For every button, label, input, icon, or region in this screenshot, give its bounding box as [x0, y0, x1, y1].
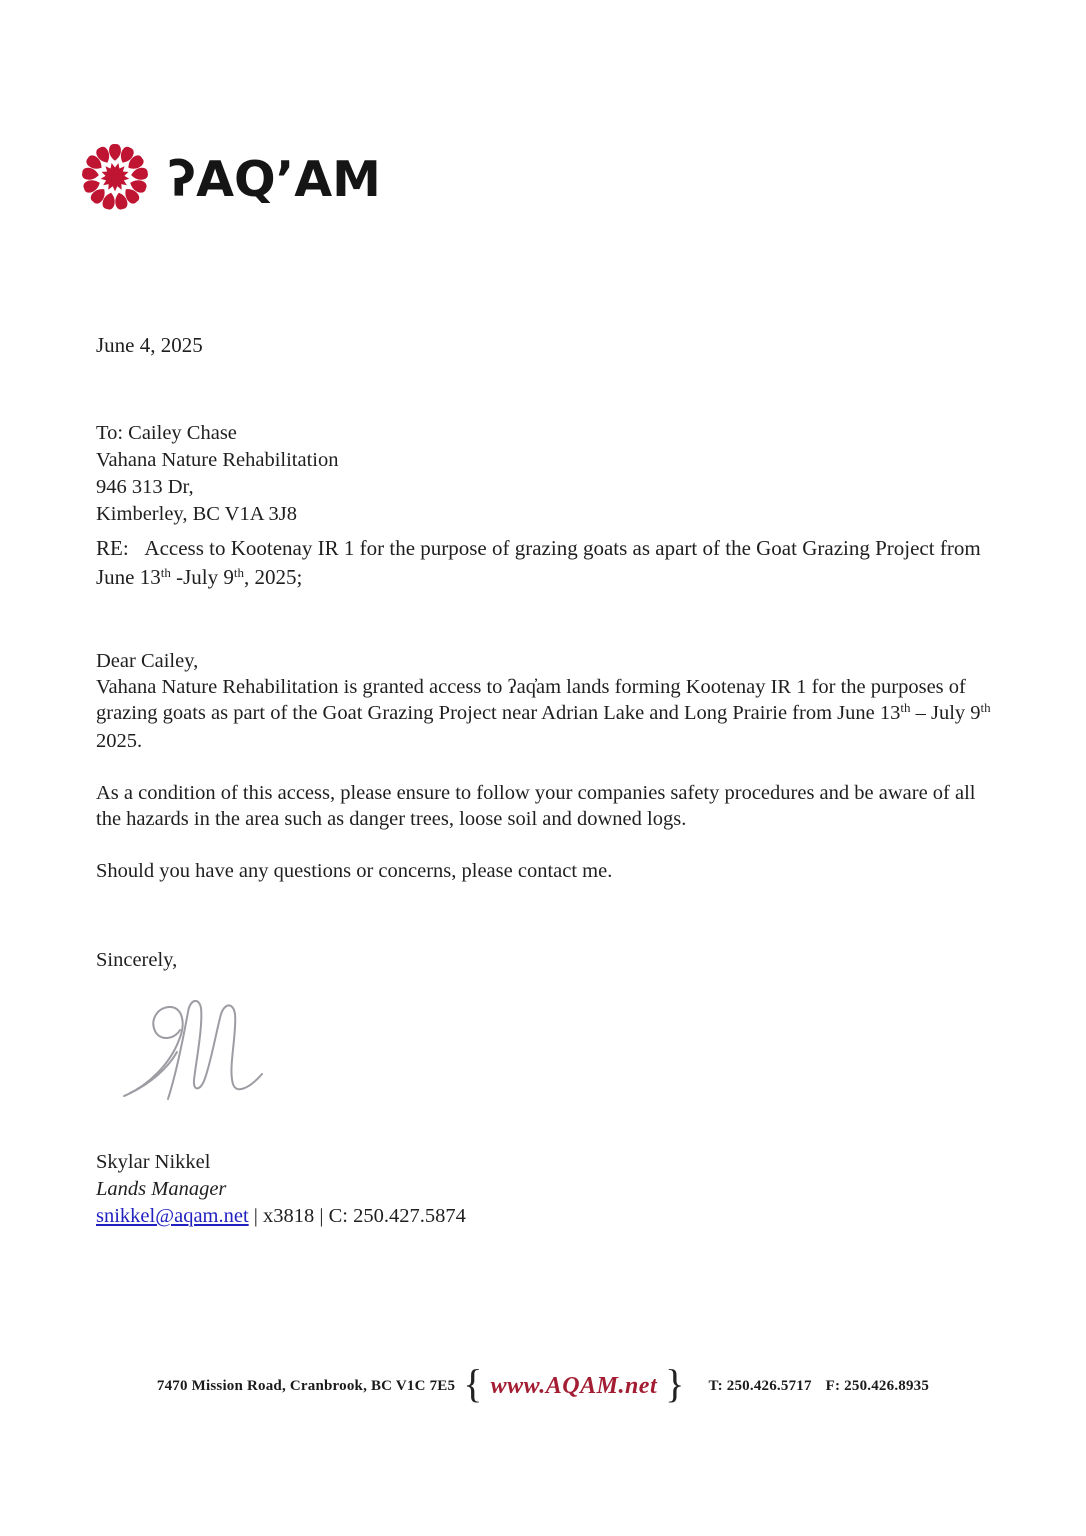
recipient-street-line: 946 313 Dr, — [96, 476, 194, 498]
subject-text-2: -July 9 — [170, 564, 234, 589]
letterhead-footer — [0, 1361, 1086, 1406]
recipient-city-line: Kimberley, BC V1A 3J8 — [96, 503, 298, 525]
para1-superscript-2: th — [980, 700, 991, 715]
brand-wordmark: ʔAQʼAM — [168, 150, 381, 208]
subject-superscript-2: th — [233, 564, 244, 580]
letter-date: June 4, 2025 — [96, 333, 203, 357]
closing-line: Sincerely, — [96, 949, 178, 971]
para1-text-1: Vahana Nature Rehabilitation is granted access to ʔaq̓am lands forming Kootenay IR 1 for the purposes of grazing goats as part of the Goat Grazing Project near Adrian Lake and Long Prairie from June 13 — [96, 676, 966, 724]
footer-phone: T: 250.426.5717 — [708, 1377, 812, 1394]
signer-email-link[interactable]: snikkel@aqam.net — [96, 1205, 249, 1227]
subject-superscript-1: th — [160, 564, 171, 580]
subject-text-1: RE: Access to Kootenay IR 1 for the purpose of grazing goats as apart of the Goat Grazing Project from June 13 — [96, 536, 981, 589]
signer-title: Lands Manager — [96, 1178, 227, 1200]
signer-phone-extension: | x3818 | C: 250.427.5874 — [248, 1205, 466, 1227]
aqam-logo — [78, 140, 381, 214]
signer-name: Skylar Nikkel — [96, 1151, 211, 1173]
subject-line — [96, 534, 1001, 594]
footer-open-brace: { — [463, 1361, 483, 1406]
recipient-to-line: To: Cailey Chase — [96, 422, 237, 444]
footer-address: 7470 Mission Road, Cranbrook, BC V1C 7E5 — [156, 1377, 456, 1394]
signer-block — [96, 1149, 466, 1230]
footer-close-brace: } — [665, 1361, 685, 1406]
handwritten-signature — [116, 990, 281, 1122]
paragraph-access-grant — [96, 674, 1001, 754]
salutation: Dear Cailey, — [96, 650, 199, 672]
letter-body — [96, 648, 1001, 884]
signer-contact-line — [96, 1203, 466, 1230]
recipient-org-line: Vahana Nature Rehabilitation — [96, 449, 339, 471]
para1-superscript-1: th — [900, 700, 911, 715]
recipient-block — [96, 420, 339, 528]
footer-fax: F: 250.426.8935 — [825, 1377, 930, 1394]
aqam-flower-icon — [78, 140, 152, 214]
para1-text-3: 2025. — [96, 730, 143, 752]
paragraph-contact: Should you have any questions or concerns, please contact me. — [96, 860, 613, 882]
paragraph-safety-condition: As a condition of this access, please ensure to follow your companies safety procedures and be aware of all the hazards in the area such as danger trees, loose soil and downed logs. — [96, 782, 976, 830]
subject-text-3: , 2025; — [244, 564, 303, 589]
para1-text-2: – July 9 — [910, 702, 981, 724]
footer-website-link[interactable]: www.AQAM.net — [490, 1372, 658, 1399]
